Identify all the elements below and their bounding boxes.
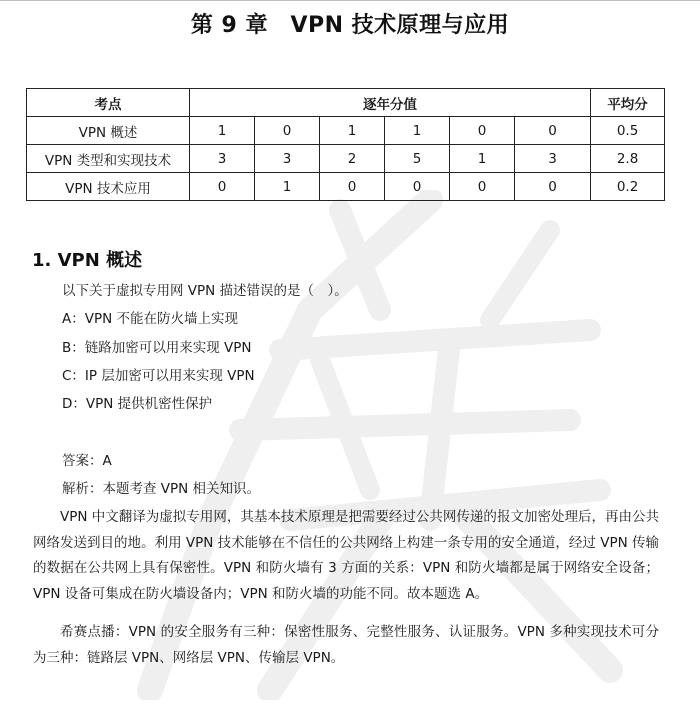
score-cell: 1 xyxy=(255,173,320,201)
score-table xyxy=(26,88,665,201)
row-topic: VPN 概述 xyxy=(27,117,190,145)
score-cell: 3 xyxy=(515,145,591,173)
score-cell: 1 xyxy=(190,117,255,145)
row-topic: VPN 类型和实现技术 xyxy=(27,145,190,173)
tip-paragraph: 希赛点播：VPN 的安全服务有三种：保密性服务、完整性服务、认证服务。VPN 多种实现技术可分为三种：链路层 VPN、网络层 VPN、传输层 VPN。 xyxy=(33,624,659,666)
table-row xyxy=(27,145,665,173)
score-cell: 1 xyxy=(320,117,385,145)
chapter-title: 第 9 章 VPN 技术原理与应用 xyxy=(190,13,510,38)
score-cell: 5 xyxy=(385,145,450,173)
option-b: B：链路加密可以用来实现 VPN xyxy=(62,340,252,356)
score-cell: 0 xyxy=(320,173,385,201)
score-cell: 0 xyxy=(515,117,591,145)
score-cell: 1 xyxy=(450,145,515,173)
header-yearly: 逐年分值 xyxy=(190,89,591,117)
score-cell: 3 xyxy=(255,145,320,173)
analysis-intro: 解析：本题考查 VPN 相关知识。 xyxy=(62,481,261,497)
explanation-paragraph: VPN 中文翻译为虚拟专用网，其基本技术原理是把需要经过公共网传递的报文加密处理后，再由公共网络发送到目的地。利用 VPN 技术能够在不信任的公共网络上构建一条专用的安全通道，经过 VPN 传输的数据在公共网上具有保密性。VPN 和防火墙有 3 方面的关系：VPN 和防火墙都是属于网络安全设备；VPN 设备可集成在防火墙设备内；VPN 和防火墙的功能不同。故本题选 A。 xyxy=(33,509,659,602)
average-cell: 0.5 xyxy=(591,117,665,145)
score-cell: 2 xyxy=(320,145,385,173)
option-d: D：VPN 提供机密性保护 xyxy=(62,396,213,412)
top-rule xyxy=(0,0,700,1)
score-cell: 0 xyxy=(255,117,320,145)
option-a: A：VPN 不能在防火墙上实现 xyxy=(62,311,239,327)
score-cell: 0 xyxy=(450,173,515,201)
table-row xyxy=(27,117,665,145)
table-row xyxy=(27,173,665,201)
table-header-row xyxy=(27,89,665,117)
answer-text: 答案：A xyxy=(62,453,112,469)
score-cell: 0 xyxy=(385,173,450,201)
score-cell: 3 xyxy=(190,145,255,173)
section-heading: 1. VPN 概述 xyxy=(32,250,143,271)
question-text: 以下关于虚拟专用网 VPN 描述错误的是（ ）。 xyxy=(62,283,348,299)
header-average: 平均分 xyxy=(591,89,665,117)
average-cell: 2.8 xyxy=(591,145,665,173)
average-cell: 0.2 xyxy=(591,173,665,201)
score-cell: 0 xyxy=(515,173,591,201)
score-cell: 0 xyxy=(190,173,255,201)
row-topic: VPN 技术应用 xyxy=(27,173,190,201)
score-cell: 0 xyxy=(450,117,515,145)
option-c: C：IP 层加密可以用来实现 VPN xyxy=(62,368,255,384)
header-topic: 考点 xyxy=(27,89,190,117)
score-cell: 1 xyxy=(385,117,450,145)
